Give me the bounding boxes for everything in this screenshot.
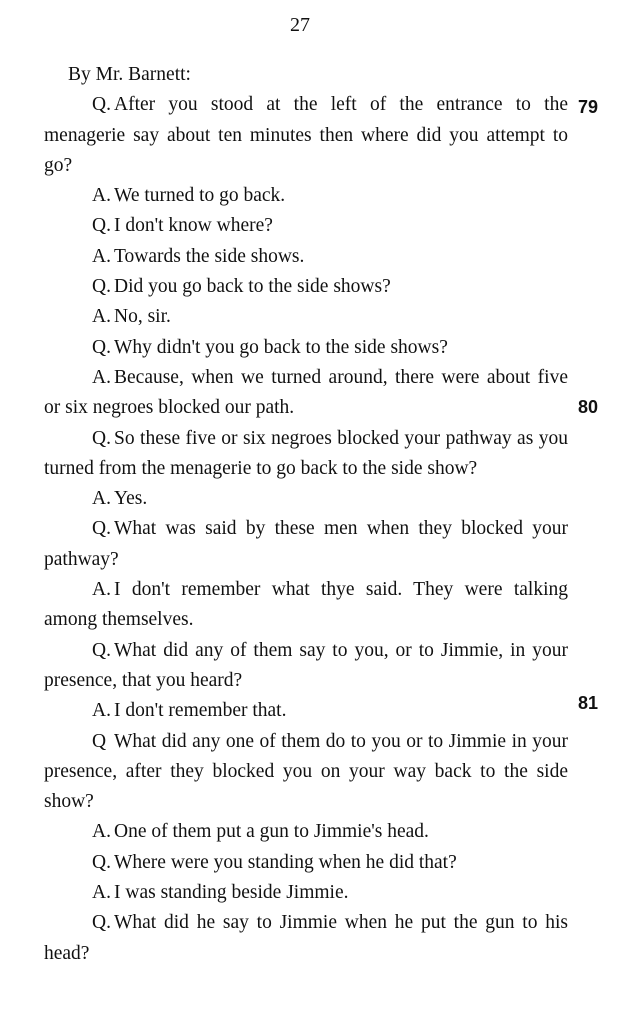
speaker-label: A. <box>92 306 111 328</box>
exchange-text: I don't know where? <box>114 215 273 237</box>
speaker-label: Q. <box>92 427 111 449</box>
exchange-item <box>44 514 568 575</box>
exchange-text: No, sir. <box>114 306 171 328</box>
exchange-text: I was standing beside Jimmie. <box>114 882 349 904</box>
exchange-text: Towards the side shows. <box>114 245 305 267</box>
exchange-text: After you stood at the left of the entrance to the menagerie say about ten minutes then where did you attempt to go? <box>44 94 568 176</box>
exchange-item <box>44 272 568 302</box>
speaker-label: Q. <box>92 639 111 661</box>
exchange-text: We turned to go back. <box>114 185 286 207</box>
exchange-item <box>44 242 568 272</box>
speaker-label: A. <box>92 579 111 601</box>
speaker-label: A. <box>92 245 111 267</box>
exchange-text: I don't remember what thye said. They were talking among themselves. <box>44 579 568 631</box>
examiner-heading: By Mr. Barnett: <box>68 64 191 85</box>
exchange-text: What did any of them say to you, or to Jimmie, in your presence, that you heard? <box>44 639 568 691</box>
speaker-label: A. <box>92 366 111 388</box>
transcript-body <box>44 60 568 969</box>
margin-number: 79 <box>578 97 599 117</box>
speaker-label: Q <box>92 730 107 752</box>
exchange-text: What did any one of them do to you or to Jimmie in your presence, after they blocked you on your way back to the side show? <box>44 730 568 813</box>
exchange-item <box>44 302 568 332</box>
speaker-label: Q. <box>92 215 111 237</box>
exchange-text: One of them put a gun to Jimmie's head. <box>114 821 429 843</box>
exchange-item <box>44 817 568 847</box>
exchange-text: I don't remember that. <box>114 700 287 722</box>
exchange-item <box>44 636 568 697</box>
exchange-text: So these five or six negroes blocked your pathway as you turned from the menagerie to go back to the side show? <box>44 427 568 479</box>
speaker-label: Q. <box>92 912 111 934</box>
exchange-item <box>44 424 568 485</box>
speaker-label: Q. <box>92 276 111 298</box>
exchange-item <box>44 90 568 181</box>
exchange-item <box>44 363 568 424</box>
speaker-label: A. <box>92 700 111 722</box>
speaker-label: A. <box>92 821 111 843</box>
exchange-item <box>44 333 568 363</box>
exchange-item <box>44 727 568 818</box>
exchange-item <box>44 908 568 969</box>
exchange-item <box>44 181 568 211</box>
margin-number: 80 <box>578 397 599 417</box>
exchange-text: What did he say to Jimmie when he put the gun to his head? <box>44 912 568 964</box>
page-number: 27 <box>290 14 310 36</box>
speaker-label: Q. <box>92 518 111 540</box>
exchange-item <box>44 696 568 726</box>
speaker-label: Q. <box>92 94 111 116</box>
exchange-text: Why didn't you go back to the side shows? <box>114 336 448 358</box>
exchange-text: What was said by these men when they blocked your pathway? <box>44 518 568 570</box>
speaker-label: Q. <box>92 336 111 358</box>
exchange-text: Where were you standing when he did that? <box>114 851 457 873</box>
exchange-text: Yes. <box>114 488 148 510</box>
exchange-text: Because, when we turned around, there were about five or six negroes blocked our path. <box>44 366 568 419</box>
speaker-label: A. <box>92 488 111 510</box>
exchange-item <box>44 575 568 636</box>
margin-number: 81 <box>578 693 599 713</box>
exchange-list <box>44 90 568 969</box>
exchange-item <box>44 848 568 878</box>
speaker-label: Q. <box>92 851 111 873</box>
exchange-text: Did you go back to the side shows? <box>114 276 391 298</box>
exchange-item <box>44 211 568 241</box>
speaker-label: A. <box>92 882 111 904</box>
exchange-item <box>44 878 568 908</box>
speaker-label: A. <box>92 185 111 207</box>
exchange-item <box>44 484 568 514</box>
